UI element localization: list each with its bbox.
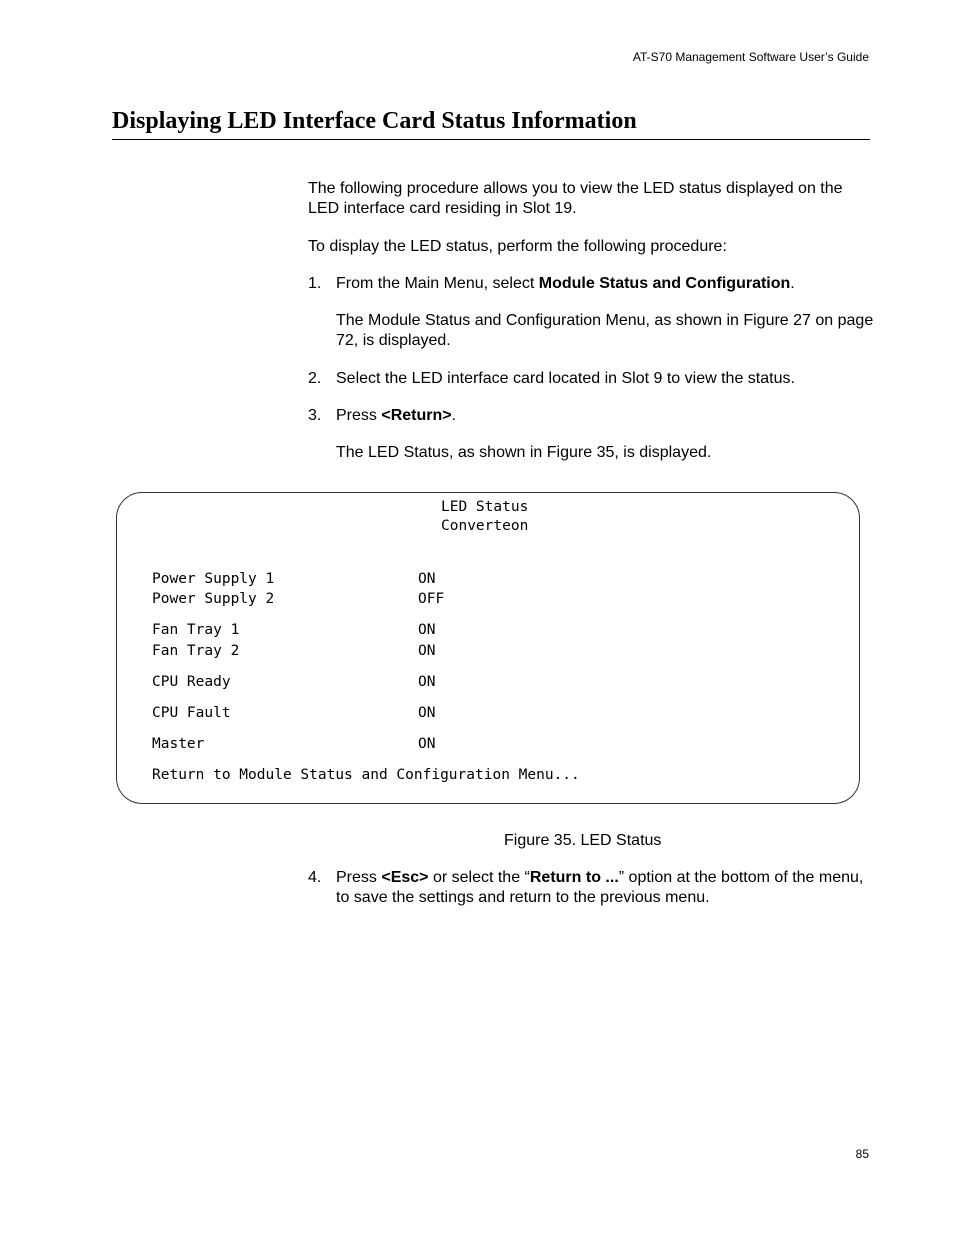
step-text-part: Press (336, 407, 382, 424)
step-text-part: or select the “ (428, 869, 530, 886)
menu-option-name: Return to ... (529, 869, 619, 886)
led-value-cpu-fault: ON (418, 705, 436, 721)
screen-subtitle: Converteon (441, 518, 529, 534)
key-name: <Return> (381, 407, 452, 424)
step-1 (308, 274, 878, 294)
led-label-fan-tray-1: Fan Tray 1 (152, 622, 240, 638)
return-menu-option: Return to Module Status and Configuration Menu... (152, 767, 580, 783)
procedure-intro: To display the LED status, perform the following procedure: (308, 238, 727, 255)
step-text-part: Press (336, 869, 382, 886)
step-1-note: The Module Status and Configuration Menu, as shown in Figure 27 on page 72, is displayed. (336, 312, 874, 349)
step-3-note: The LED Status, as shown in Figure 35, is displayed. (336, 444, 712, 461)
step-4 (308, 868, 878, 908)
step-text (336, 868, 878, 908)
led-label-power-supply-2: Power Supply 2 (152, 591, 275, 607)
screen-title: LED Status (441, 499, 529, 515)
step-number: 3. (308, 407, 322, 424)
led-label-master: Master (152, 736, 205, 752)
step-text-part: ” option at the bottom of the menu, to save the settings and return to the previous menu. (336, 869, 864, 906)
led-value-master: ON (418, 736, 436, 752)
led-value-fan-tray-1: ON (418, 622, 436, 638)
step-text-part: From the Main Menu, select (336, 275, 539, 292)
led-value-fan-tray-2: ON (418, 643, 436, 659)
step-number: 4. (308, 869, 322, 886)
step-text (336, 274, 878, 294)
step-number: 1. (308, 275, 322, 292)
step-text-part: . (451, 407, 457, 424)
led-value-cpu-ready: ON (418, 674, 436, 690)
page-number: 85 (855, 1147, 869, 1161)
step-text-part: . (790, 275, 795, 292)
key-name: <Esc> (381, 869, 429, 886)
section-title: Displaying LED Interface Card Status Information (112, 107, 870, 140)
led-value-power-supply-2: OFF (418, 591, 445, 607)
intro-paragraph: The following procedure allows you to view the LED status displayed on the LED interface card residing in Slot 19. (308, 180, 843, 217)
led-label-cpu-fault: CPU Fault (152, 705, 231, 721)
figure-caption: Figure 35. LED Status (504, 832, 662, 849)
led-label-power-supply-1: Power Supply 1 (152, 571, 275, 587)
step-text: Select the LED interface card located in Slot 9 to view the status. (336, 370, 795, 387)
running-header: AT-S70 Management Software User’s Guide (632, 50, 869, 64)
step-3 (308, 406, 878, 426)
step-number: 2. (308, 370, 322, 387)
led-label-cpu-ready: CPU Ready (152, 674, 231, 690)
led-value-power-supply-1: ON (418, 571, 436, 587)
step-text (336, 406, 878, 426)
step-2 (308, 369, 878, 389)
led-label-fan-tray-2: Fan Tray 2 (152, 643, 240, 659)
menu-option-name: Module Status and Configuration (538, 275, 791, 292)
